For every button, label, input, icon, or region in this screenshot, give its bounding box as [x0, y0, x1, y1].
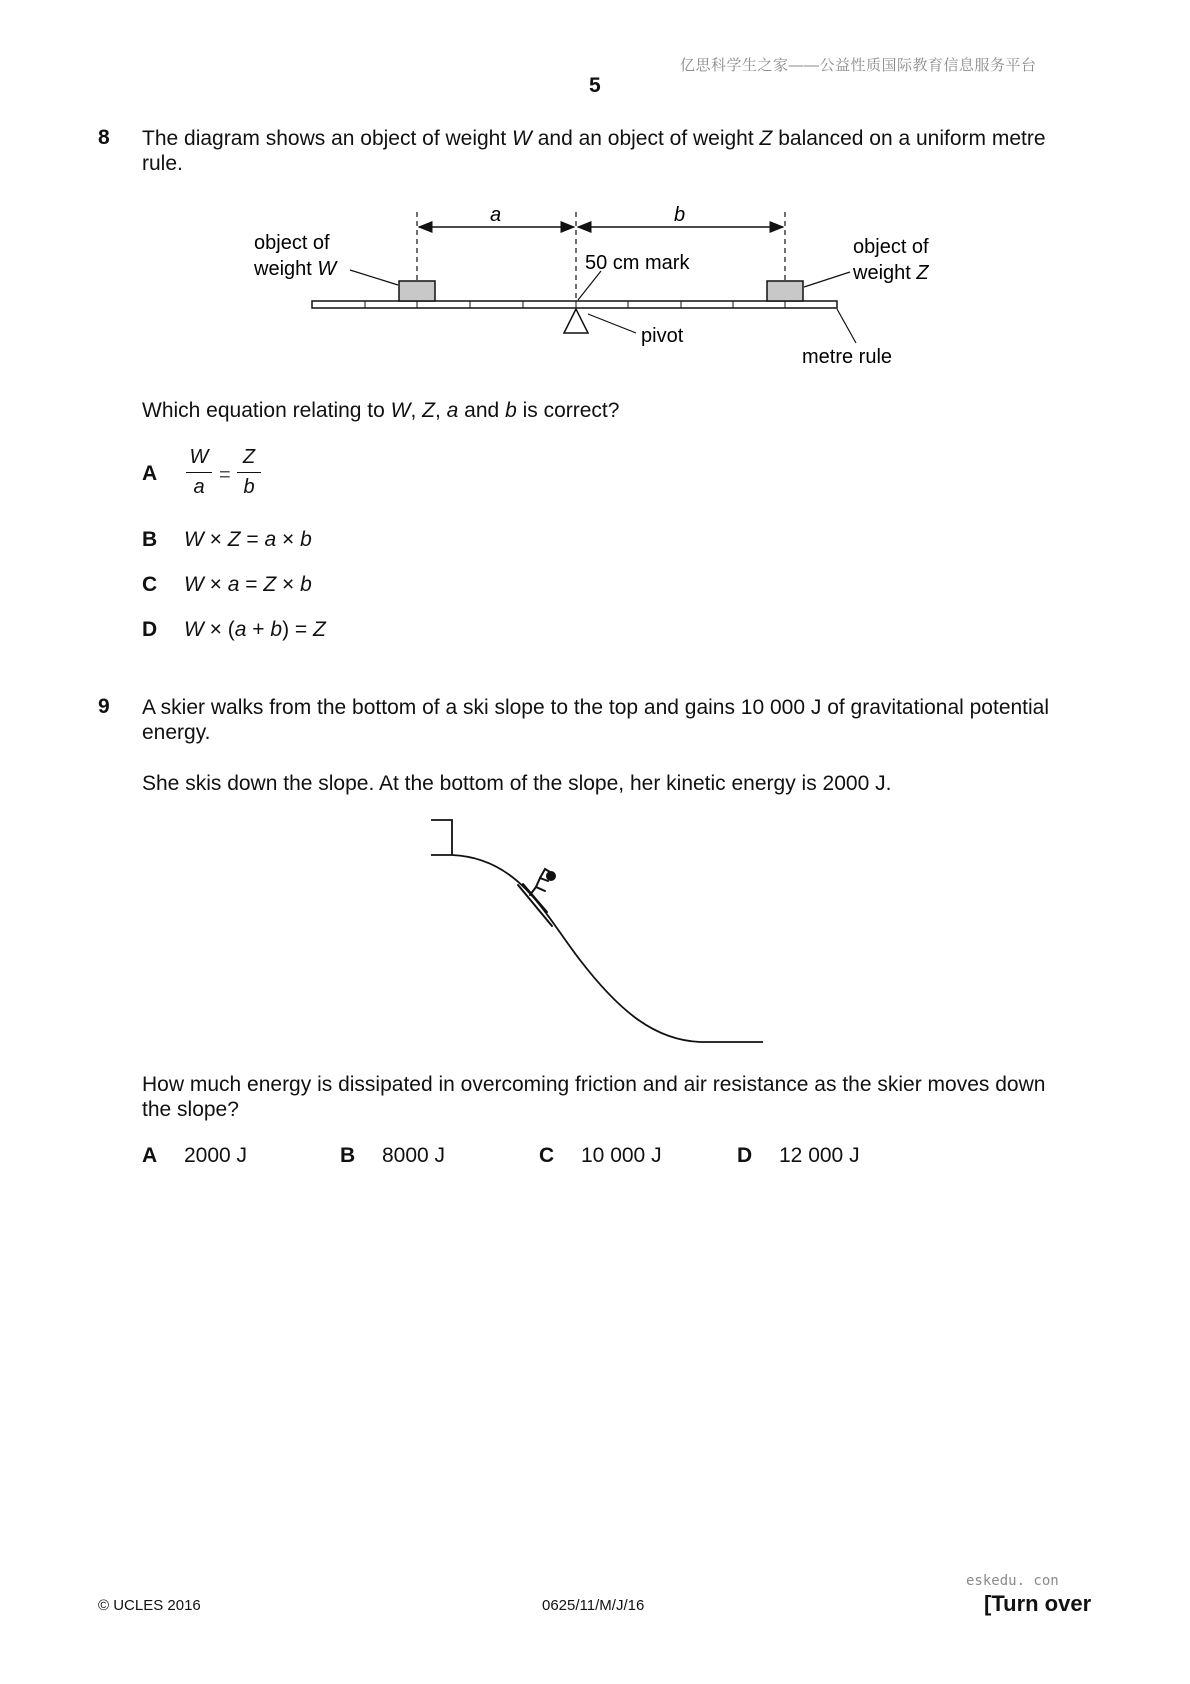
ski-slope-diagram — [420, 815, 770, 1050]
question-9-prompt: How much energy is dissipated in overcoming friction and air resistance as the skier moves down the slope? — [142, 1073, 1046, 1121]
eskedu-watermark: eskedu. con — [966, 1573, 1059, 1589]
metre-rule — [312, 301, 837, 308]
paper-code: 0625/11/M/J/16 — [542, 1597, 645, 1614]
slope-top-platform — [431, 820, 452, 855]
q8-option-c[interactable]: C W × a = Z × b — [142, 573, 312, 596]
question-9-stem: A skier walks from the bottom of a ski slope to the top and gains 10 000 J of gravitational potential energy. — [142, 696, 1050, 744]
label-object-w-line2: weight W — [254, 258, 337, 280]
label-b: b — [674, 204, 686, 226]
question-8-stem: The diagram shows an object of weight W and an object of weight Z balanced on a uniform metre rule. — [142, 127, 1046, 175]
label-50cm-mark: 50 cm mark — [585, 252, 690, 274]
label-object-z-line1: object of — [853, 236, 929, 258]
leader-50cm — [578, 271, 601, 300]
leader-metre-rule — [837, 309, 856, 343]
question-8-number: 8 — [98, 126, 110, 149]
turn-over: [Turn over — [984, 1591, 1092, 1616]
label-object-w-line1: object of — [254, 232, 330, 254]
question-9-kinetic: She skis down the slope. At the bottom of the slope, her kinetic energy is 2000 J. — [142, 772, 892, 795]
leader-pivot — [588, 314, 636, 333]
option-d-equation: W × (a + b) = Z — [184, 618, 326, 641]
q9-option-a[interactable]: A 2000 J — [142, 1144, 248, 1167]
fraction-z-over-b: Z b — [235, 446, 263, 502]
object-w — [399, 281, 435, 301]
label-object-z-line2: weight Z — [853, 262, 929, 284]
label-metre-rule: metre rule — [802, 346, 893, 368]
slope-curve — [452, 855, 763, 1042]
question-8-prompt: Which equation relating to W, Z, a and b is correct? — [142, 399, 620, 422]
object-z — [767, 281, 803, 301]
q8-option-d[interactable]: D W × (a + b) = Z — [142, 618, 326, 641]
pivot-triangle — [564, 309, 588, 333]
option-c-equation: W × a = Z × b — [184, 573, 312, 596]
option-b-equation: W × Z = a × b — [184, 528, 312, 551]
leader-object-z — [804, 272, 850, 287]
fraction-w-over-a: W a — [184, 446, 214, 502]
q9-option-c[interactable]: C 10 000 J — [539, 1144, 662, 1167]
watermark-header: 亿思科学生之家——公益性质国际教育信息服务平台 — [680, 57, 1037, 74]
copyright: © UCLES 2016 — [98, 1597, 201, 1614]
balance-diagram — [240, 196, 930, 376]
label-a: a — [490, 204, 502, 226]
q9-option-d[interactable]: D 12 000 J — [737, 1144, 860, 1167]
leader-object-w — [350, 270, 398, 285]
label-pivot: pivot — [641, 325, 684, 347]
q8-option-a[interactable]: A W a = Z b — [142, 446, 342, 506]
q8-option-b[interactable]: B W × Z = a × b — [142, 528, 312, 551]
q9-option-b[interactable]: B 8000 J — [340, 1144, 446, 1167]
question-9-number: 9 — [98, 695, 110, 718]
page-number: 5 — [589, 74, 601, 97]
